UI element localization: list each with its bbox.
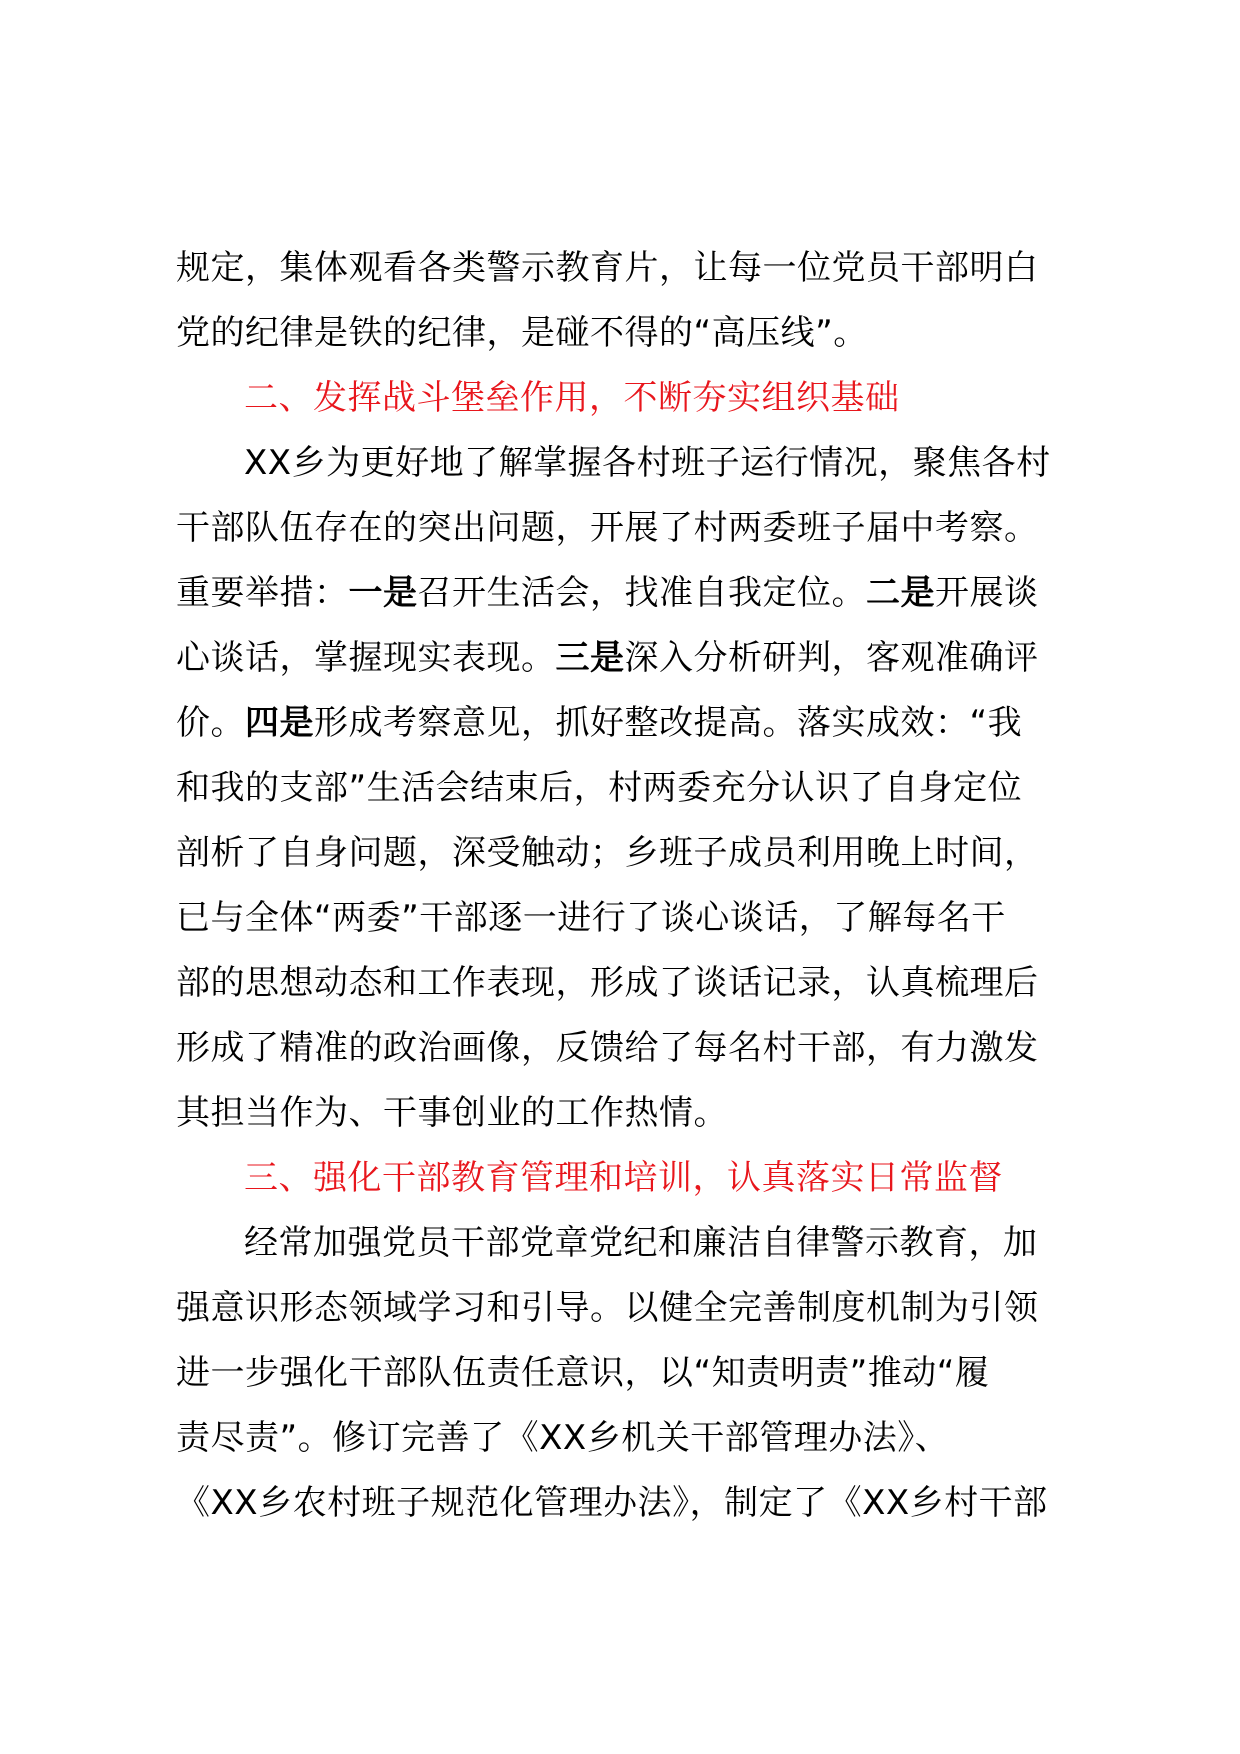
text-segment: 重要举措： (176, 573, 349, 613)
heading-text: 三、强化干部教育管理和培训，认真落实日常监督 (244, 1158, 1003, 1198)
text-line (176, 1341, 1104, 1406)
section-heading (176, 1146, 1104, 1211)
heading-text: 二、发挥战斗堡垒作用，不断夯实组织基础 (244, 378, 900, 418)
text-line (176, 496, 1104, 561)
text-segment: 和我的支部”生活会结束后，村两委充分认识了自身定位 (176, 768, 1023, 808)
text-line (176, 951, 1104, 1016)
text-segment: XX乡为更好地了解掌握各村班子运行情况，聚焦各村 (244, 443, 1051, 483)
text-segment: 进一步强化干部队伍责任意识，以“知责明责”推动“履 (176, 1353, 990, 1393)
text-segment: 价。 (176, 703, 245, 743)
text-line (176, 561, 1104, 626)
text-line (176, 1276, 1104, 1341)
text-line (176, 1406, 1104, 1471)
bold-marker: 二是 (866, 573, 935, 613)
text-segment: 责尽责”。修订完善了《XX乡机关干部管理办法》、 (176, 1418, 950, 1458)
text-line (176, 1471, 1104, 1536)
text-segment: 经常加强党员干部党章党纪和廉洁自律警示教育，加 (244, 1223, 1038, 1263)
text-line (176, 431, 1104, 496)
text-line (176, 886, 1104, 951)
text-segment: 干部队伍存在的突出问题，开展了村两委班子届中考察。 (176, 508, 1039, 548)
text-line (176, 1081, 1104, 1146)
text-line (176, 301, 1104, 366)
text-segment: 《XX乡农村班子规范化管理办法》，制定了《XX乡村干部 (176, 1483, 1048, 1523)
text-segment: 剖析了自身问题，深受触动；乡班子成员利用晚上时间， (176, 833, 1039, 873)
text-segment: 召开生活会，找准自我定位。 (417, 573, 866, 613)
text-segment: 其担当作为、干事创业的工作热情。 (176, 1093, 728, 1133)
text-line (176, 1211, 1104, 1276)
text-line (176, 756, 1104, 821)
bold-marker: 四是 (245, 703, 314, 743)
section-heading (176, 366, 1104, 431)
document-body (176, 236, 1104, 1536)
text-segment: 开展谈 (935, 573, 1039, 613)
text-line (176, 821, 1104, 886)
text-segment: 党的纪律是铁的纪律，是碰不得的“高压线”。 (176, 313, 868, 353)
text-segment: 部的思想动态和工作表现，形成了谈话记录，认真梳理后 (176, 963, 1039, 1003)
text-segment: 心谈话，掌握现实表现。 (176, 638, 556, 678)
text-segment: 强意识形态领域学习和引导。以健全完善制度机制为引领 (176, 1288, 1039, 1328)
text-line (176, 236, 1104, 301)
text-line (176, 691, 1104, 756)
bold-marker: 三是 (555, 638, 625, 678)
text-line (176, 1016, 1104, 1081)
text-segment: 规定，集体观看各类警示教育片，让每一位党员干部明白 (176, 248, 1039, 288)
text-segment: 已与全体“两委”干部逐一进行了谈心谈话，了解每名干 (176, 898, 1006, 938)
text-line (176, 626, 1104, 691)
bold-marker: 一是 (348, 573, 418, 613)
text-segment: 深入分析研判，客观准确评 (624, 638, 1039, 678)
text-segment: 形成了精准的政治画像，反馈给了每名村干部，有力激发 (176, 1028, 1039, 1068)
text-segment: 形成考察意见，抓好整改提高。落实成效：“我 (314, 703, 1023, 743)
